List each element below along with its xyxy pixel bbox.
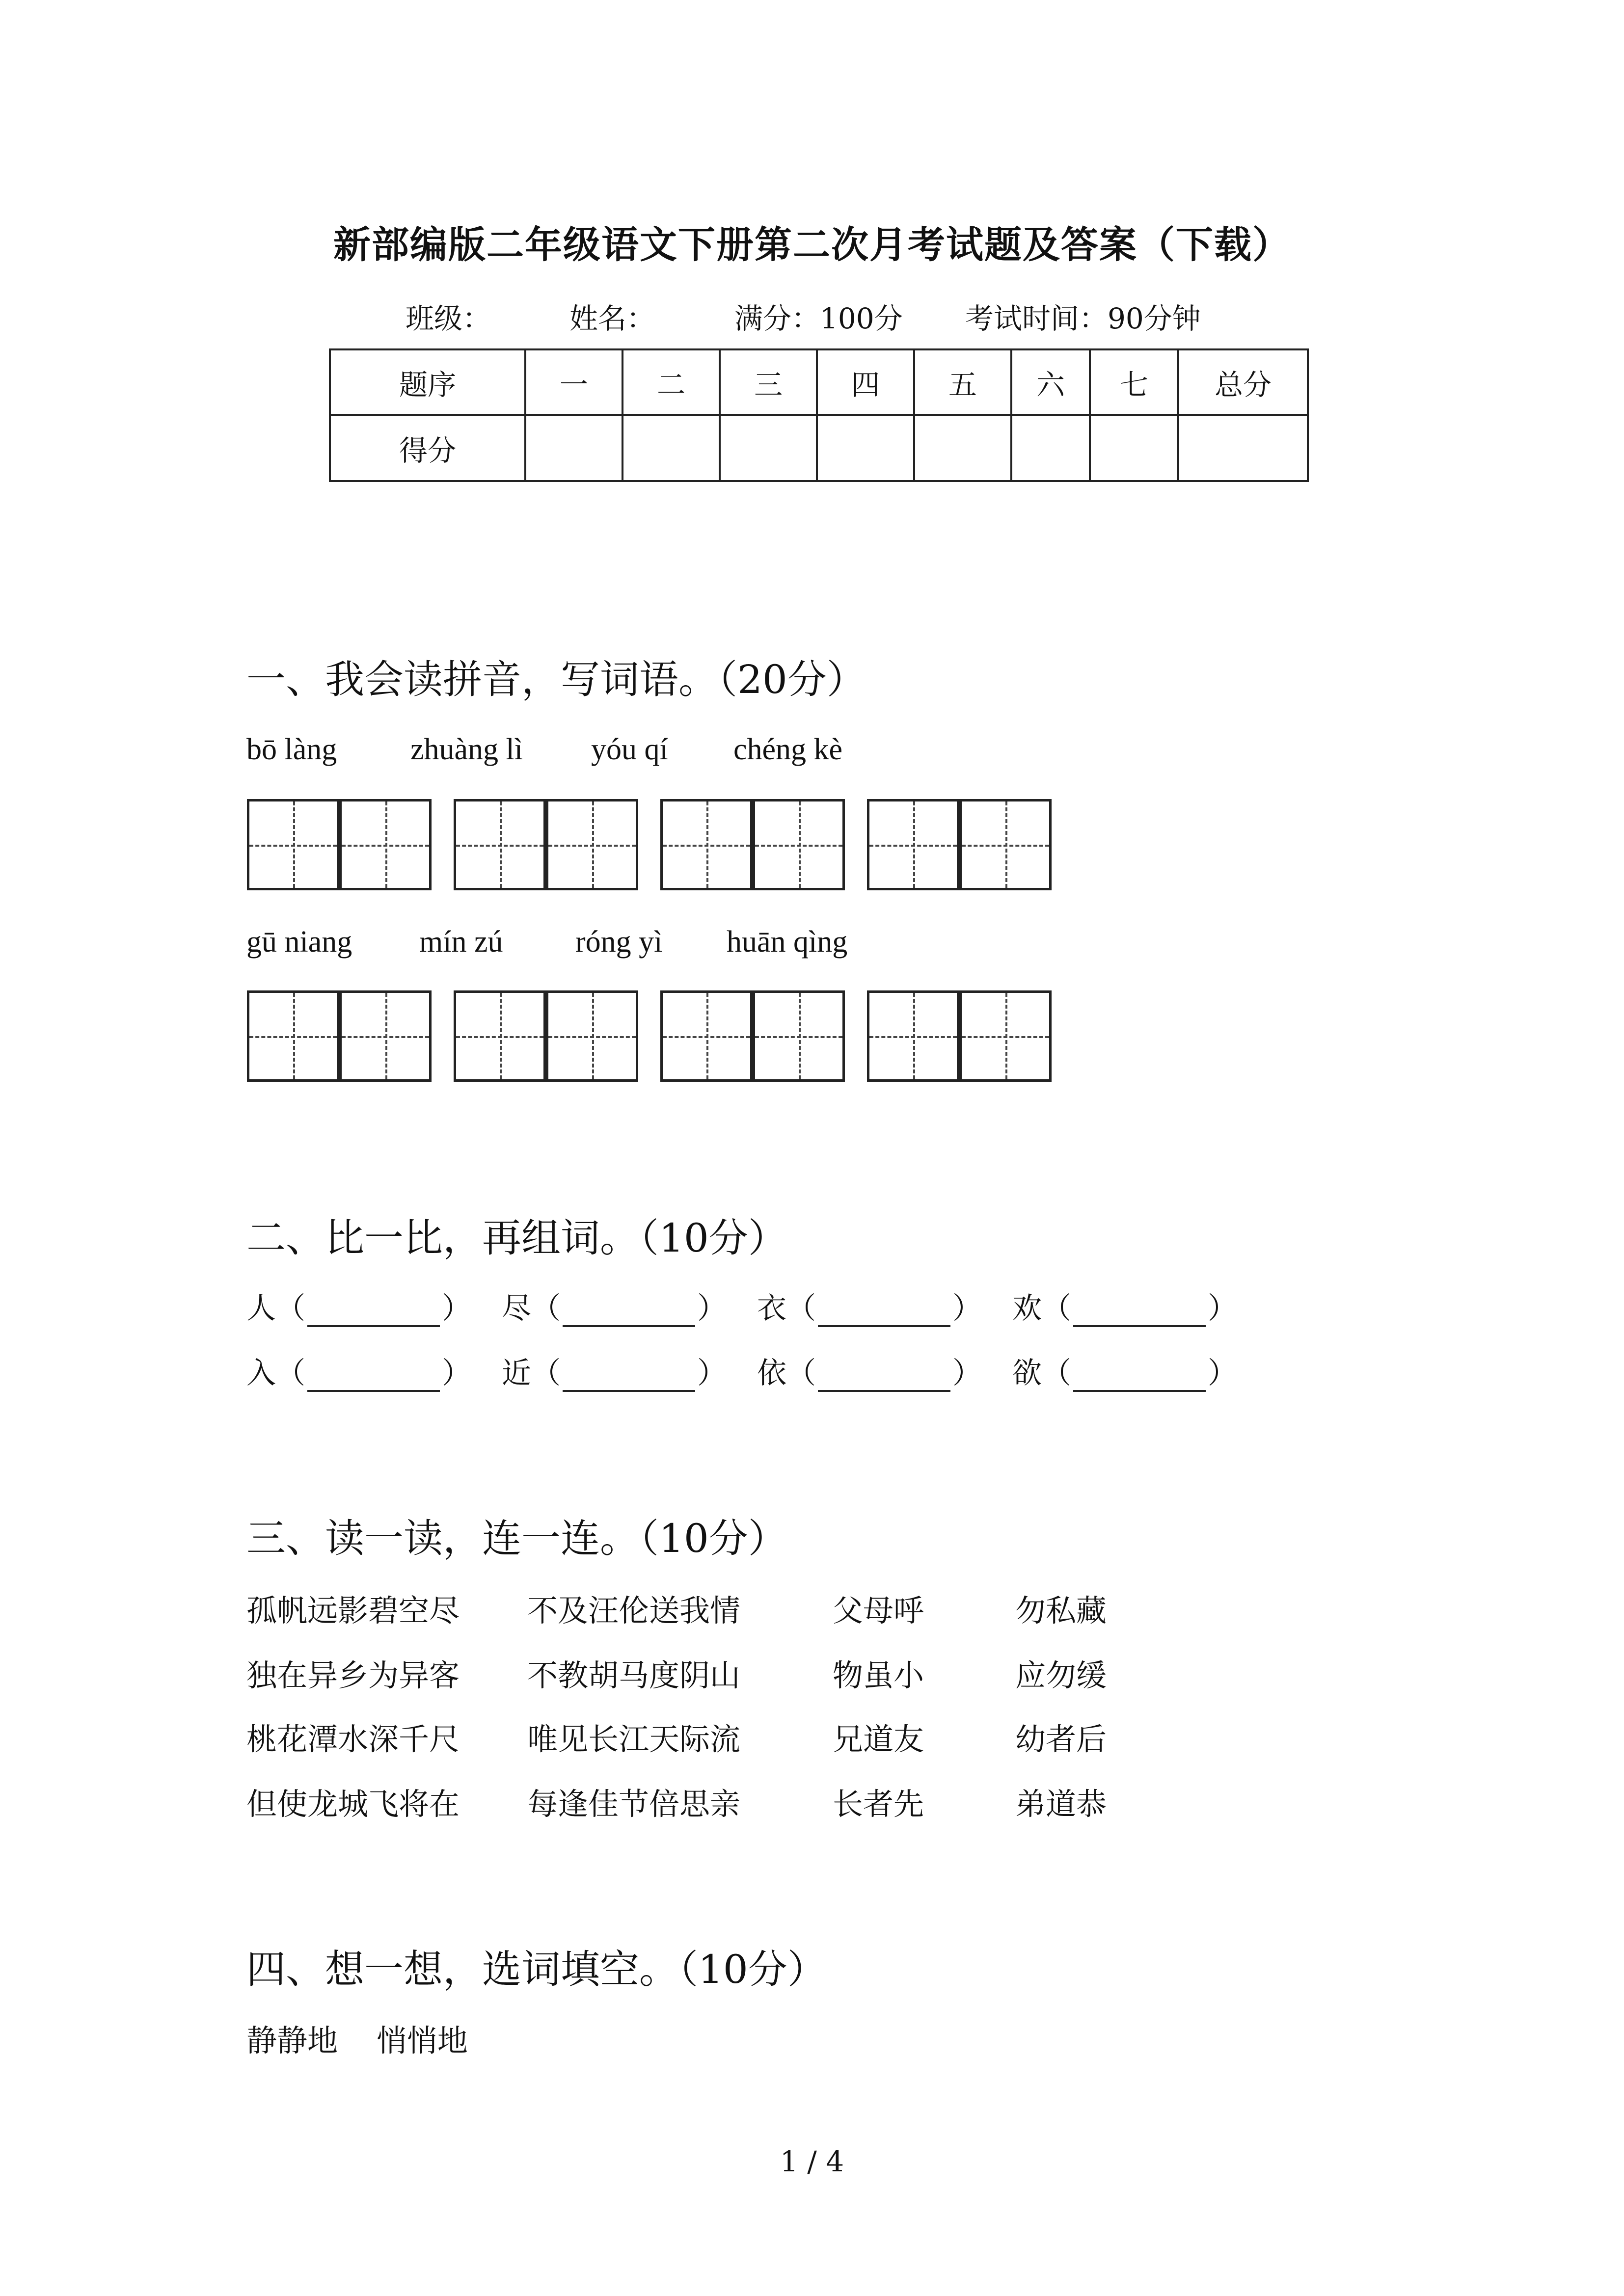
writing-grid-cell[interactable] — [660, 799, 753, 890]
writing-grid-cell[interactable] — [454, 990, 546, 1082]
score-table-header: 一 — [525, 349, 623, 415]
compare-item: 尽（ ） — [502, 1285, 727, 1327]
match-item[interactable]: 每逢佳节倍思亲 — [527, 1786, 741, 1822]
match-item[interactable]: 孤帆远影碧空尽 — [246, 1593, 460, 1629]
compare-item: 人（ ） — [246, 1285, 471, 1327]
score-cell — [1178, 415, 1308, 481]
answer-blank[interactable] — [307, 1296, 440, 1327]
compare-char: 欲 — [1012, 1356, 1042, 1390]
score-table-header: 三 — [720, 349, 817, 415]
page-number: 1 / 4 — [780, 2145, 844, 2178]
pinyin: róng yì — [575, 925, 663, 959]
score-cell — [914, 415, 1011, 481]
score-table-header: 七 — [1090, 349, 1178, 415]
compare-char: 近 — [502, 1356, 531, 1390]
answer-blank[interactable] — [307, 1361, 440, 1392]
exam-time-label: 考试时间：90分钟 — [965, 302, 1201, 335]
writing-grid-cell[interactable] — [660, 990, 753, 1082]
answer-blank[interactable] — [818, 1361, 950, 1392]
compare-char: 欢 — [1012, 1291, 1042, 1326]
compare-item: 衣（ ） — [757, 1285, 982, 1327]
section-4-heading: 四、想一想，选词填空。（10分） — [246, 1947, 827, 1992]
compare-item: 近（ ） — [502, 1350, 727, 1392]
match-item[interactable]: 不教胡马度阴山 — [527, 1657, 741, 1693]
writing-grid-cell[interactable] — [247, 990, 339, 1082]
answer-blank[interactable] — [563, 1361, 695, 1392]
section-1-heading: 一、我会读拼音，写词语。（20分） — [246, 657, 866, 702]
writing-grid-cell[interactable] — [454, 799, 546, 890]
score-table-header: 题序 — [330, 349, 525, 415]
page-title: 新部编版二年级语文下册第二次月考试题及答案（下载） — [333, 223, 1291, 267]
writing-grid-cell[interactable] — [546, 799, 638, 890]
score-table-header: 总分 — [1178, 349, 1308, 415]
match-item[interactable]: 幼者后 — [1015, 1721, 1107, 1757]
score-cell — [525, 415, 623, 481]
writing-grid-cell[interactable] — [546, 990, 638, 1082]
compare-char: 人 — [246, 1291, 276, 1326]
writing-grid-cell[interactable] — [959, 799, 1052, 890]
score-table-header: 五 — [914, 349, 1011, 415]
match-item[interactable]: 但使龙城飞将在 — [246, 1786, 460, 1822]
answer-blank[interactable] — [818, 1296, 950, 1327]
writing-grid-cell[interactable] — [753, 990, 845, 1082]
compare-item: 欢（ ） — [1012, 1285, 1237, 1327]
full-score-label: 满分：100分 — [734, 302, 903, 335]
match-item[interactable]: 弟道恭 — [1015, 1786, 1107, 1822]
score-table-header-row — [330, 349, 1308, 415]
match-item[interactable]: 勿私藏 — [1015, 1593, 1107, 1629]
score-cell — [817, 415, 914, 481]
section-3-heading: 三、读一读，连一连。（10分） — [246, 1516, 787, 1561]
class-label: 班级： — [406, 302, 491, 335]
compare-item: 依（ ） — [757, 1350, 982, 1392]
compare-char: 尽 — [502, 1291, 531, 1326]
score-row-label: 得分 — [330, 415, 525, 481]
match-item[interactable]: 桃花潭水深千尺 — [246, 1721, 460, 1757]
writing-grid-cell[interactable] — [339, 799, 432, 890]
pinyin: yóu qí — [591, 733, 668, 766]
pinyin: chéng kè — [733, 733, 843, 766]
pinyin: huān qìng — [727, 925, 848, 959]
score-table-header: 六 — [1011, 349, 1090, 415]
match-item[interactable]: 独在异乡为异客 — [246, 1657, 460, 1693]
compare-item: 入（ ） — [246, 1350, 471, 1392]
score-cell — [1011, 415, 1090, 481]
compare-char: 依 — [757, 1356, 786, 1390]
match-item[interactable]: 兄道友 — [833, 1721, 924, 1757]
score-table — [329, 348, 1309, 482]
score-cell — [1090, 415, 1178, 481]
writing-grid-cell[interactable] — [247, 799, 339, 890]
pinyin: gū niang — [246, 925, 352, 959]
pinyin: bō làng — [246, 733, 337, 766]
writing-grid-cell[interactable] — [959, 990, 1052, 1082]
match-item[interactable]: 不及汪伦送我情 — [527, 1593, 741, 1629]
match-item[interactable]: 父母呼 — [833, 1593, 924, 1629]
score-cell — [623, 415, 720, 481]
match-item[interactable]: 应勿缓 — [1015, 1657, 1107, 1693]
pinyin: zhuàng lì — [410, 733, 523, 766]
score-table-score-row — [330, 415, 1308, 481]
compare-item: 欲（ ） — [1012, 1350, 1237, 1392]
writing-grid-cell[interactable] — [867, 799, 959, 890]
compare-char: 衣 — [757, 1291, 786, 1326]
answer-blank[interactable] — [1073, 1361, 1206, 1392]
section-2-heading: 二、比一比，再组词。（10分） — [246, 1215, 787, 1261]
answer-blank[interactable] — [563, 1296, 695, 1327]
score-table-header: 四 — [817, 349, 914, 415]
pinyin: mín zú — [419, 925, 503, 959]
compare-char: 入 — [246, 1356, 276, 1390]
word-choices: 静静地 悄悄地 — [246, 2023, 468, 2058]
writing-grid-cell[interactable] — [867, 990, 959, 1082]
writing-grid-cell[interactable] — [753, 799, 845, 890]
match-item[interactable]: 长者先 — [833, 1786, 924, 1822]
name-label: 姓名： — [569, 302, 655, 335]
match-item[interactable]: 唯见长江天际流 — [527, 1721, 741, 1757]
writing-grid-cell[interactable] — [339, 990, 432, 1082]
answer-blank[interactable] — [1073, 1296, 1206, 1327]
score-table-header: 二 — [623, 349, 720, 415]
match-item[interactable]: 物虽小 — [833, 1657, 924, 1693]
score-cell — [720, 415, 817, 481]
